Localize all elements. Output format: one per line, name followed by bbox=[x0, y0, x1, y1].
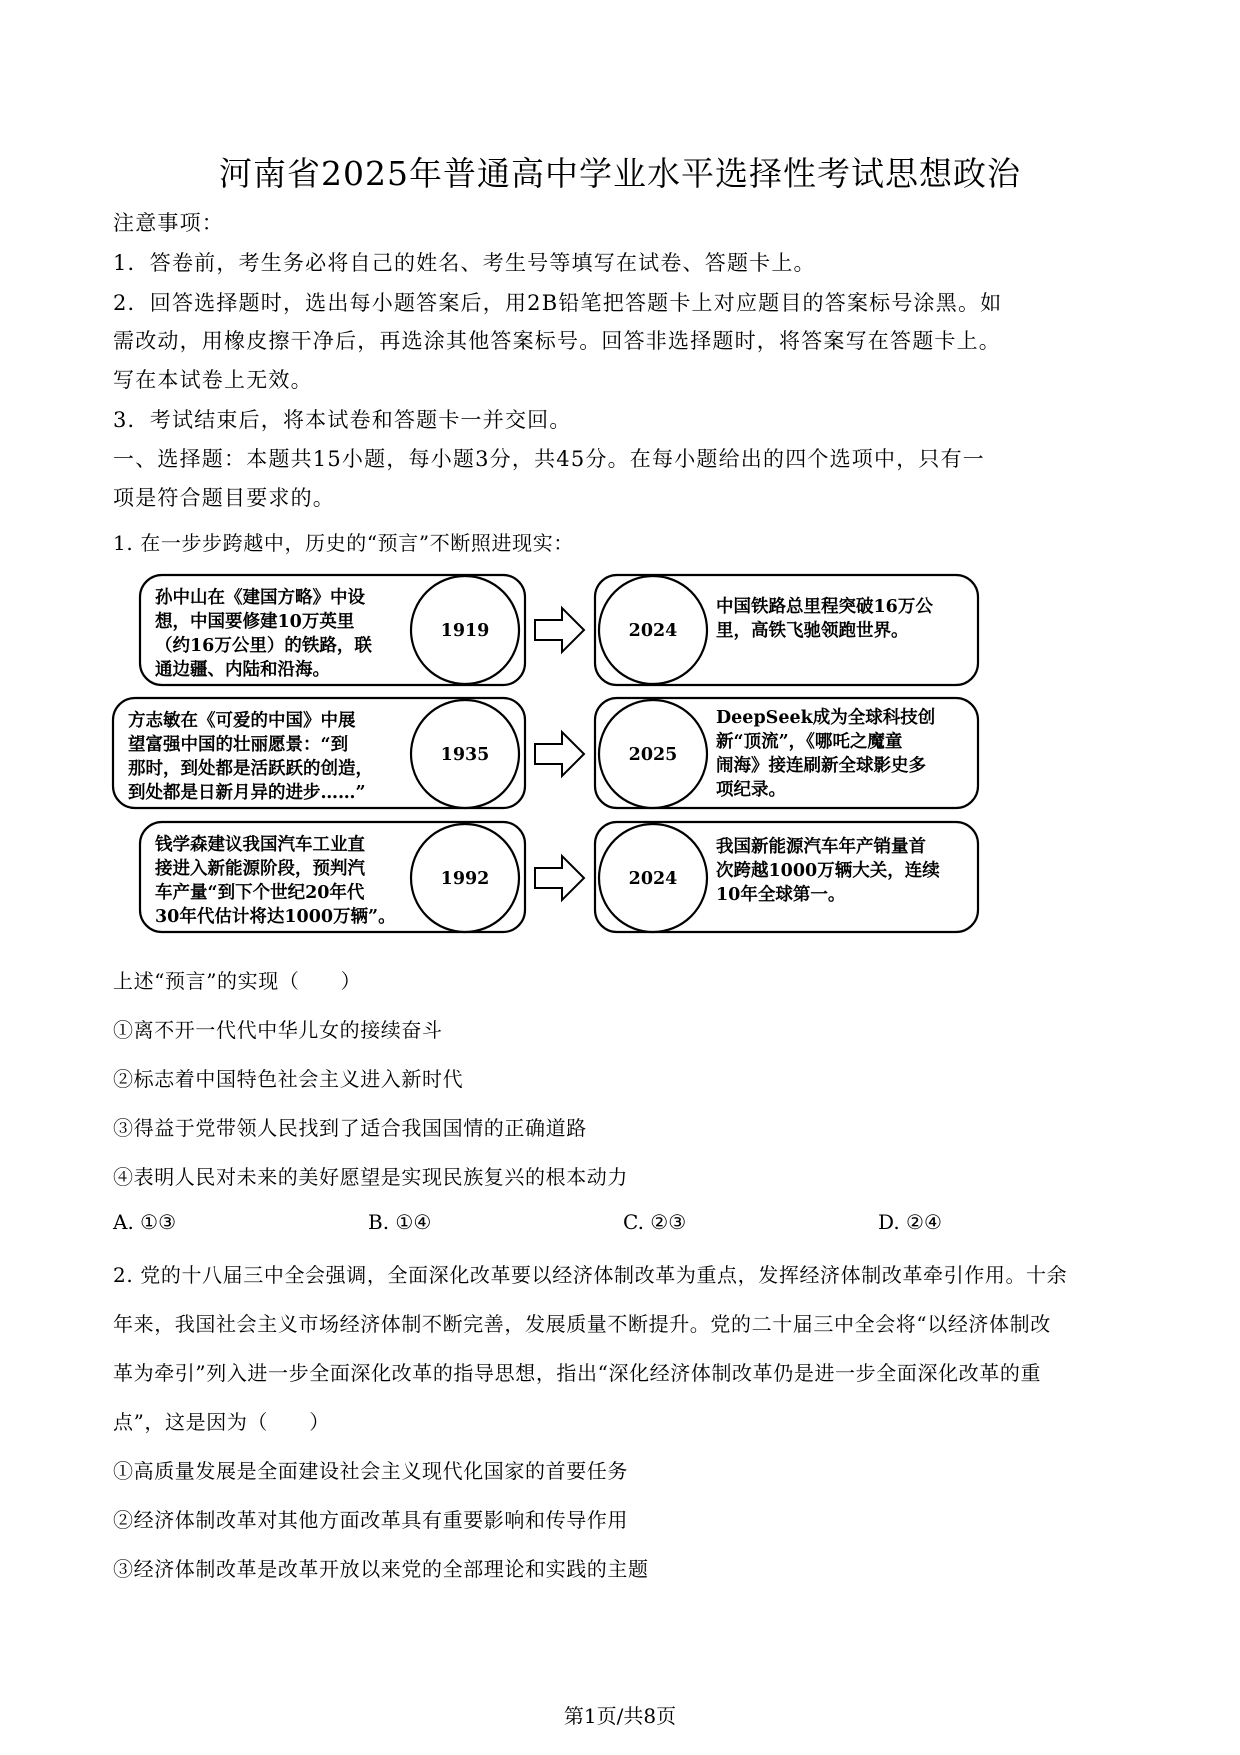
q1-statement: ③得益于党带领人民找到了适合我国国情的正确道路 bbox=[113, 1116, 587, 1140]
q1-statement: ④表明人民对未来的美好愿望是实现民族复兴的根本动力 bbox=[113, 1165, 628, 1189]
notice-line: 3．考试结束后，将本试卷和答题卡一并交回。 bbox=[113, 408, 572, 432]
page-number: 第1页/共8页 bbox=[563, 1704, 677, 1728]
prophecy-text: 那时，到处都是活跃跃的创造， bbox=[128, 759, 373, 779]
year-left: 1919 bbox=[440, 621, 490, 641]
notice-line: 需改动，用橡皮擦干净后，再选涂其他答案标号。回答非选择题时，将答案写在答题卡上。 bbox=[113, 329, 1001, 353]
year-right: 2025 bbox=[628, 745, 678, 765]
option-c[interactable]: C. ②③ bbox=[623, 1210, 687, 1234]
reality-text: 10年全球第一。 bbox=[716, 885, 846, 905]
prophecy-text: 到处都是日新月异的进步……” bbox=[128, 783, 366, 803]
year-right: 2024 bbox=[628, 621, 678, 641]
notice-line: 写在本试卷上无效。 bbox=[113, 368, 313, 392]
prophecy-text: 车产量“到下个世纪20年代 bbox=[155, 883, 365, 903]
figure-row-2 bbox=[113, 698, 978, 808]
figure-row-3 bbox=[140, 822, 978, 932]
reality-text: 中国铁路总里程突破16万公 bbox=[716, 597, 933, 617]
q1-options bbox=[113, 1210, 1093, 1240]
prophecy-text: 方志敏在《可爱的中国》中展 bbox=[128, 711, 356, 731]
q1-prompt: 上述“预言”的实现（ ） bbox=[113, 969, 362, 993]
option-d[interactable]: D. ②④ bbox=[878, 1210, 942, 1234]
prophecy-text: 望富强中国的壮丽愿景：“到 bbox=[128, 735, 349, 755]
q2-stem-line: 革为牵引”列入进一步全面深化改革的指导思想，指出“深化经济体制改革仍是进一步全面深化改革的重 bbox=[113, 1361, 1042, 1385]
section-heading-cont: 项是符合题目要求的。 bbox=[113, 486, 335, 510]
notice-line: 2．回答选择题时，选出每小题答案后，用2B铅笔把答题卡上对应题目的答案标号涂黑。如 bbox=[113, 291, 1003, 315]
prophecy-text: 孙中山在《建国方略》中设 bbox=[155, 588, 365, 608]
q2-stem-line: 点”，这是因为（ ） bbox=[113, 1410, 330, 1434]
year-left: 1992 bbox=[440, 869, 490, 889]
q2-statement: ①高质量发展是全面建设社会主义现代化国家的首要任务 bbox=[113, 1459, 628, 1483]
reality-text: 里，高铁飞驰领跑世界。 bbox=[716, 621, 909, 641]
prophecy-text: （约16万公里）的铁路，联 bbox=[155, 636, 372, 656]
page-title: 河南省2025年普通高中学业水平选择性考试思想政治 bbox=[219, 154, 1021, 193]
q2-statement: ③经济体制改革是改革开放以来党的全部理论和实践的主题 bbox=[113, 1557, 649, 1581]
q1-stem: 1. 在一步步跨越中，历史的“预言”不断照进现实： bbox=[113, 531, 574, 555]
section-heading: 一、选择题：本题共15小题，每小题3分，共45分。在每小题给出的四个选项中，只有一 bbox=[113, 447, 986, 471]
year-left: 1935 bbox=[440, 745, 490, 765]
arrow-right-icon bbox=[535, 732, 584, 776]
notice-heading: 注意事项： bbox=[113, 211, 224, 235]
q2-stem-line: 年来，我国社会主义市场经济体制不断完善，发展质量不断提升。党的二十届三中全会将“以经济体制改 bbox=[113, 1312, 1051, 1336]
prophecy-text: 30年代估计将达1000万辆”。 bbox=[155, 907, 396, 927]
q2-statement: ②经济体制改革对其他方面改革具有重要影响和传导作用 bbox=[113, 1508, 628, 1532]
reality-text: DeepSeek成为全球科技创 bbox=[716, 708, 936, 728]
reality-text: 闹海》接连刷新全球影史多 bbox=[716, 756, 926, 776]
figure-row-1 bbox=[140, 575, 978, 685]
option-b[interactable]: B. ①④ bbox=[368, 1210, 432, 1234]
option-a[interactable]: A. ①③ bbox=[113, 1210, 177, 1234]
q1-statement: ①离不开一代代中华儿女的接续奋斗 bbox=[113, 1018, 443, 1042]
notice-line: 1．答卷前，考生务必将自己的姓名、考生号等填写在试卷、答题卡上。 bbox=[113, 251, 816, 275]
arrow-right-icon bbox=[535, 856, 584, 900]
prophecy-text: 想，中国要修建10万英里 bbox=[155, 612, 355, 632]
prophecy-text: 接进入新能源阶段，预判汽 bbox=[155, 859, 365, 879]
prophecy-figure bbox=[110, 568, 982, 940]
arrow-right-icon bbox=[535, 608, 584, 652]
q2-stem-line: 2. 党的十八届三中全会强调，全面深化改革要以经济体制改革为重点，发挥经济体制改革牵引作用。十余 bbox=[113, 1263, 1068, 1287]
prophecy-text: 通边疆、内陆和沿海。 bbox=[155, 660, 330, 680]
reality-text: 次跨越1000万辆大关，连续 bbox=[716, 861, 940, 881]
reality-text: 我国新能源汽车年产销量首 bbox=[716, 837, 926, 857]
prophecy-text: 钱学森建议我国汽车工业直 bbox=[155, 835, 365, 855]
year-right: 2024 bbox=[628, 869, 678, 889]
q1-statement: ②标志着中国特色社会主义进入新时代 bbox=[113, 1067, 464, 1091]
reality-text: 项纪录。 bbox=[716, 780, 786, 800]
reality-text: 新“顶流”，《哪吒之魔童 bbox=[716, 732, 903, 752]
